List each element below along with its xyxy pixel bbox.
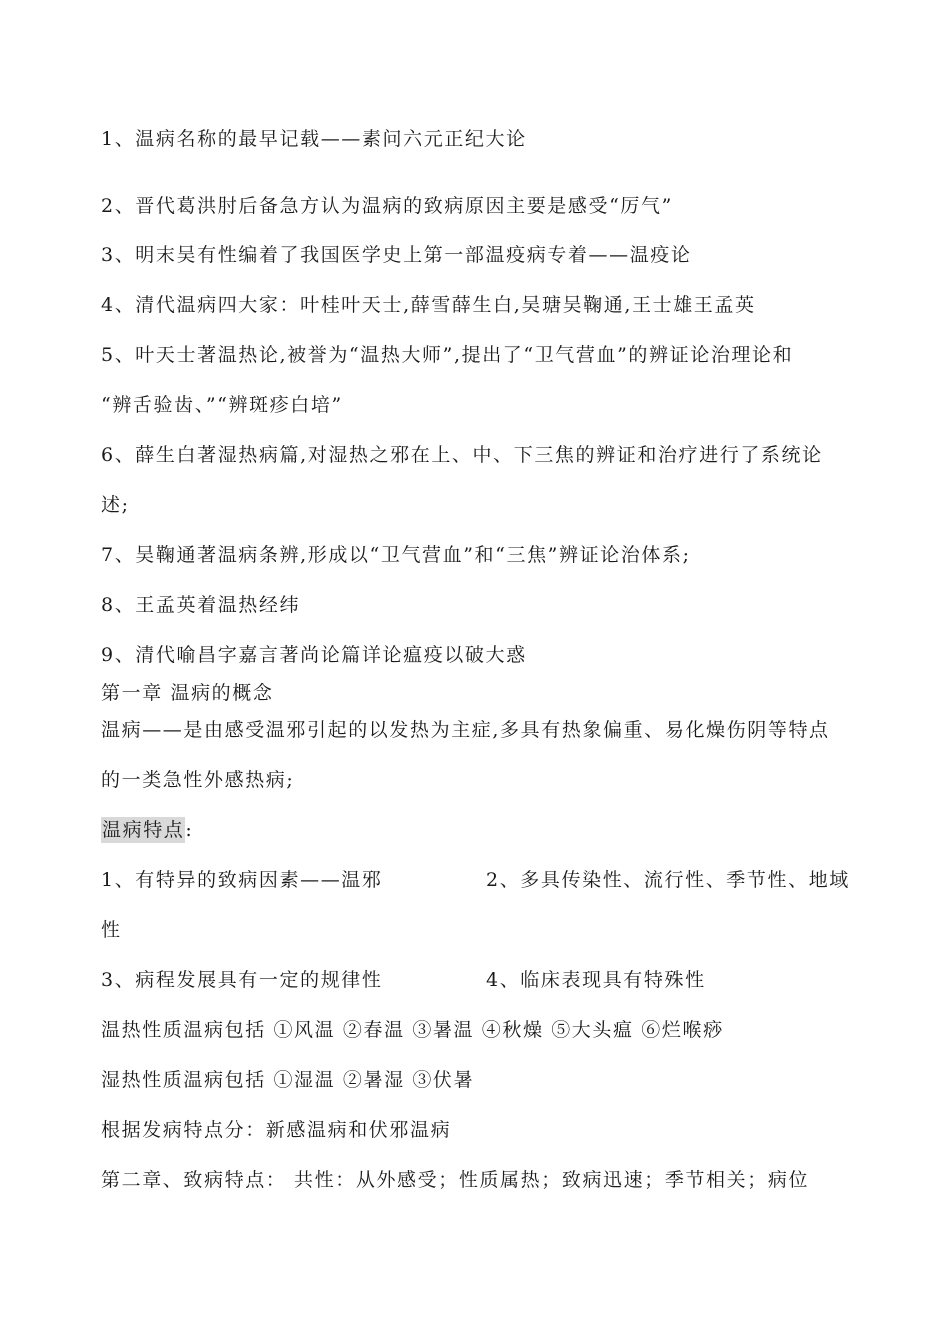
- definition-cont: 的一类急性外感热病;: [101, 769, 295, 791]
- features-heading: 温病特点: [102, 819, 185, 841]
- item-4: 4、清代温病四大家：叶桂叶天士,薛雪薛生白,吴瑭吴鞠通,王士雄王孟英: [101, 294, 756, 316]
- item-5: 5、叶天士著温热论,被誉为“温热大师”,提出了“卫气营血”的辨证论治理论和: [101, 344, 794, 366]
- feature-2-cont: 性: [101, 919, 122, 941]
- chapter-2-line: 第二章、致病特点： 共性：从外感受；性质属热；致病迅速；季节相关；病位: [101, 1169, 810, 1191]
- item-7: 7、吴鞠通著温病条辨,形成以“卫气营血”和“三焦”辨证论治体系;: [101, 544, 691, 566]
- feature-3: 3、病程发展具有一定的规律性: [101, 969, 383, 991]
- features-row-1: [101, 868, 850, 892]
- item-9: 9、清代喻昌字嘉言著尚论篇详论瘟疫以破大惑: [101, 644, 527, 666]
- item-2: 2、晋代葛洪肘后备急方认为温病的致病原因主要是感受“厉气”: [101, 195, 673, 217]
- warm-heat-types: 温热性质温病包括 ①风温 ②春温 ③暑温 ④秋燥 ⑤大头瘟 ⑥烂喉痧: [101, 1019, 724, 1041]
- feature-2: 2、多具传染性、流行性、季节性、地域: [486, 869, 850, 891]
- item-1: 1、温病名称的最早记载——素问六元正纪大论: [101, 128, 527, 150]
- features-row-2: [101, 968, 850, 992]
- feature-1: 1、有特异的致病因素——温邪: [101, 869, 383, 891]
- chapter-1-title: 第一章 温病的概念: [101, 682, 274, 704]
- features-colon: :: [185, 819, 194, 841]
- definition: 温病——是由感受温邪引起的以发热为主症,多具有热象偏重、易化燥伤阴等特点: [101, 719, 830, 741]
- features-heading-line: [101, 818, 850, 842]
- item-5-cont: “辨舌验齿、”“辨斑疹白培”: [101, 394, 343, 416]
- item-6-cont: 述;: [101, 494, 130, 516]
- item-8: 8、王孟英着温热经纬: [101, 594, 301, 616]
- item-3: 3、明末吴有性编着了我国医学史上第一部温疫病专着——温疫论: [101, 244, 692, 266]
- feature-4: 4、临床表现具有特殊性: [486, 969, 706, 991]
- damp-heat-types: 湿热性质温病包括 ①湿温 ②暑湿 ③伏暑: [101, 1069, 475, 1091]
- onset-classification: 根据发病特点分：新感温病和伏邪温病: [101, 1119, 452, 1141]
- item-6: 6、薛生白著湿热病篇,对湿热之邪在上、中、下三焦的辨证和治疗进行了系统论: [101, 444, 823, 466]
